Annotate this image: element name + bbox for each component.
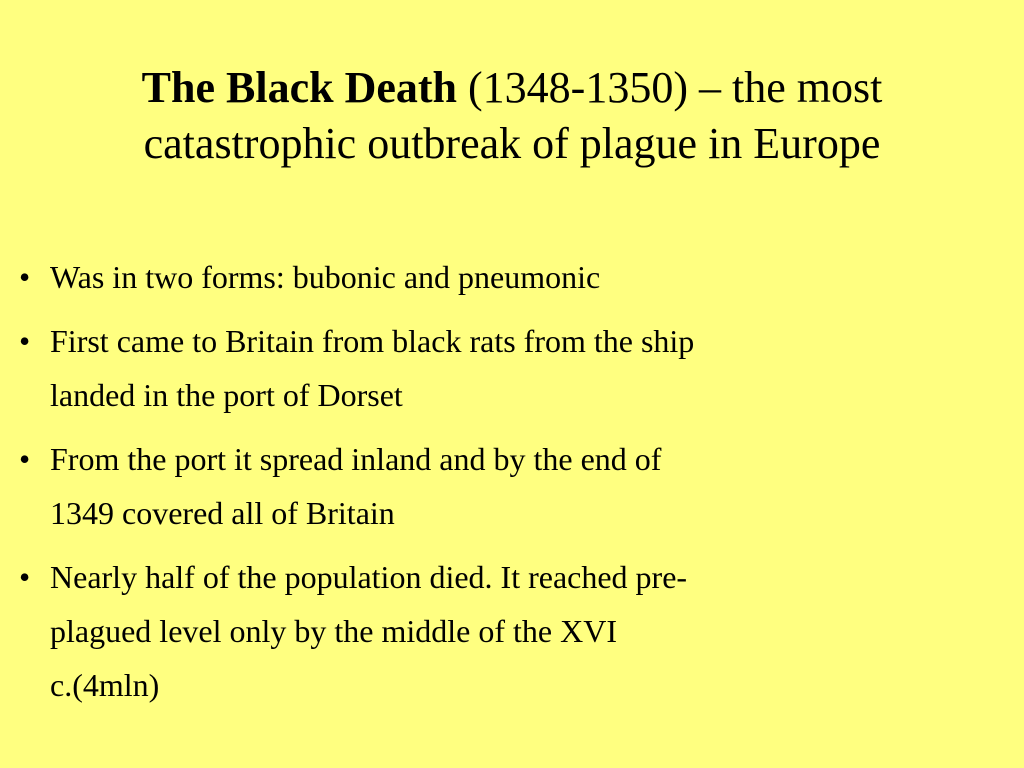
bullet-list xyxy=(0,250,1000,722)
bullet-text-line: First came to Britain from black rats from the ship xyxy=(50,323,695,359)
bullet-marker: • xyxy=(19,259,31,295)
bullet-item xyxy=(0,314,1000,422)
bullet-text-line: Was in two forms: bubonic and pneumonic xyxy=(50,259,601,295)
bullet-text-line: Nearly half of the population died. It reached pre- xyxy=(50,559,688,595)
slide-title-line2: catastrophic outbreak of plague in Europe xyxy=(143,119,881,168)
bullet-marker: • xyxy=(19,323,31,359)
slide-title-bold: The Black Death xyxy=(141,63,458,112)
slide-title-rest: (1348-1350) – the most xyxy=(457,63,883,112)
bullet-text-line: landed in the port of Dorset xyxy=(50,377,403,413)
bullet-text-line: plagued level only by the middle of the XVI xyxy=(50,613,617,649)
bullet-item xyxy=(0,250,1000,304)
bullet-text-line: c.(4mln) xyxy=(50,667,160,703)
bullet-item xyxy=(0,432,1000,540)
bullet-marker: • xyxy=(19,441,31,477)
bullet-item xyxy=(0,550,1000,712)
slide-title xyxy=(10,60,1014,172)
bullet-text-line: 1349 covered all of Britain xyxy=(50,495,395,531)
bullet-marker: • xyxy=(19,559,31,595)
bullet-text-line: From the port it spread inland and by the end of xyxy=(50,441,662,477)
